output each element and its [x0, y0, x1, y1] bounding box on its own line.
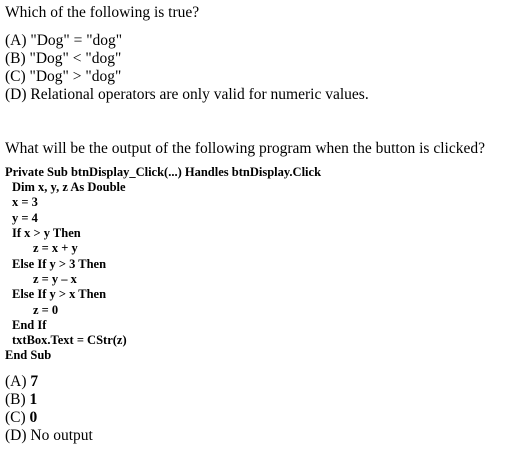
code-line: If x > y Then: [12, 226, 81, 240]
option-letter: (C): [5, 409, 26, 426]
option-letter: (B): [5, 391, 26, 408]
question-2-option-d: [5, 428, 93, 444]
code-line: y = 4: [12, 211, 38, 225]
option-value: 0: [29, 409, 38, 426]
code-line: End If: [12, 318, 47, 332]
code-line: txtBox.Text = CStr(z): [12, 333, 127, 347]
question-1-option-c: (C) "Dog" > "dog": [5, 68, 122, 85]
question-1-prompt: Which of the following is true?: [5, 4, 200, 21]
question-1-option-a: (A) "Dog" = "dog": [5, 32, 123, 49]
code-line: Else If y > x Then: [12, 287, 107, 301]
option-value: 1: [29, 391, 38, 408]
question-2-option-b: [5, 392, 37, 408]
question-1-option-d: (D) Relational operators are only valid for numeric values.: [5, 86, 369, 103]
code-line: z = y – x: [33, 272, 77, 286]
code-line: Private Sub btnDisplay_Click(...) Handles btnDisplay.Click: [5, 165, 322, 179]
question-2-prompt: What will be the output of the following program when the button is clicked?: [5, 140, 485, 157]
code-line: x = 3: [12, 195, 38, 209]
question-2-option-c: [5, 410, 37, 426]
question-2-option-a: [5, 374, 38, 390]
option-value: No output: [30, 427, 93, 444]
code-line: z = x + y: [33, 241, 78, 255]
code-line: End Sub: [5, 348, 52, 362]
option-letter: (D): [5, 427, 27, 444]
code-line: z = 0: [33, 303, 59, 317]
option-value: 7: [30, 373, 39, 390]
code-line: Else If y > 3 Then: [12, 257, 107, 271]
question-1-option-b: (B) "Dog" < "dog": [5, 50, 122, 67]
code-line: Dim x, y, z As Double: [12, 180, 126, 194]
option-letter: (A): [5, 373, 27, 390]
